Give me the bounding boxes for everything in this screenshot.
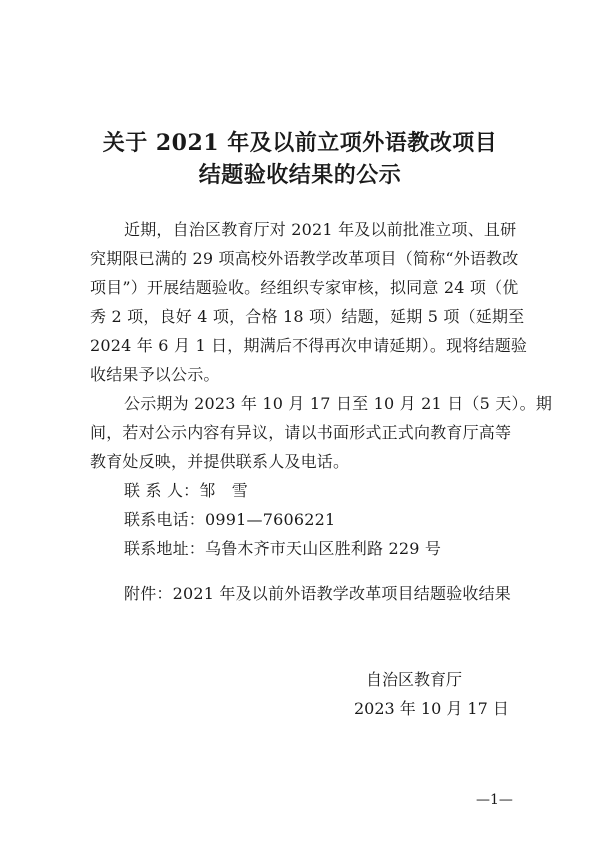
page-number: —1— bbox=[476, 792, 513, 808]
paragraph-1-line-5: 2024 年 6 月 1 日，期满后不得再次申请延期）。现将结题验 bbox=[90, 336, 528, 355]
paragraph-1-line-6: 收结果予以公示。 bbox=[90, 365, 220, 384]
paragraph-2-line-1: 公示期为 2023 年 10 月 17 日至 10 月 21 日（5 天）。期 bbox=[124, 394, 553, 413]
contact-address: 联系地址：乌鲁木齐市天山区胜利路 229 号 bbox=[124, 539, 442, 558]
signature-organization: 自治区教育厅 bbox=[366, 670, 463, 689]
paragraph-1-line-3: 项目”）开展结题验收。经组织专家审核，拟同意 24 项（优 bbox=[90, 278, 519, 297]
contact-person: 联 系 人：邹 雪 bbox=[124, 481, 248, 500]
paragraph-1-line-2: 究期限已满的 29 项高校外语教学改革项目（简称“外语教改 bbox=[90, 249, 519, 268]
attachment-note: 附件：2021 年及以前外语教学改革项目结题验收结果 bbox=[124, 584, 512, 603]
paragraph-1-line-4: 秀 2 项，良好 4 项，合格 18 项）结题，延期 5 项（延期至 bbox=[90, 307, 525, 326]
contact-phone: 联系电话：0991—7606221 bbox=[124, 510, 336, 529]
paragraph-2-line-3: 教育处反映，并提供联系人及电话。 bbox=[90, 452, 350, 471]
document-title-line-2: 结题验收结果的公示 bbox=[198, 162, 402, 188]
document-title-line-1: 关于 2021 年及以前立项外语教改项目 bbox=[102, 130, 498, 156]
signature-date: 2023 年 10 月 17 日 bbox=[354, 699, 509, 718]
paragraph-1-line-1: 近期，自治区教育厅对 2021 年及以前批准立项、且研 bbox=[124, 220, 517, 239]
paragraph-2-line-2: 间，若对公示内容有异议，请以书面形式正式向教育厅高等 bbox=[90, 423, 512, 442]
